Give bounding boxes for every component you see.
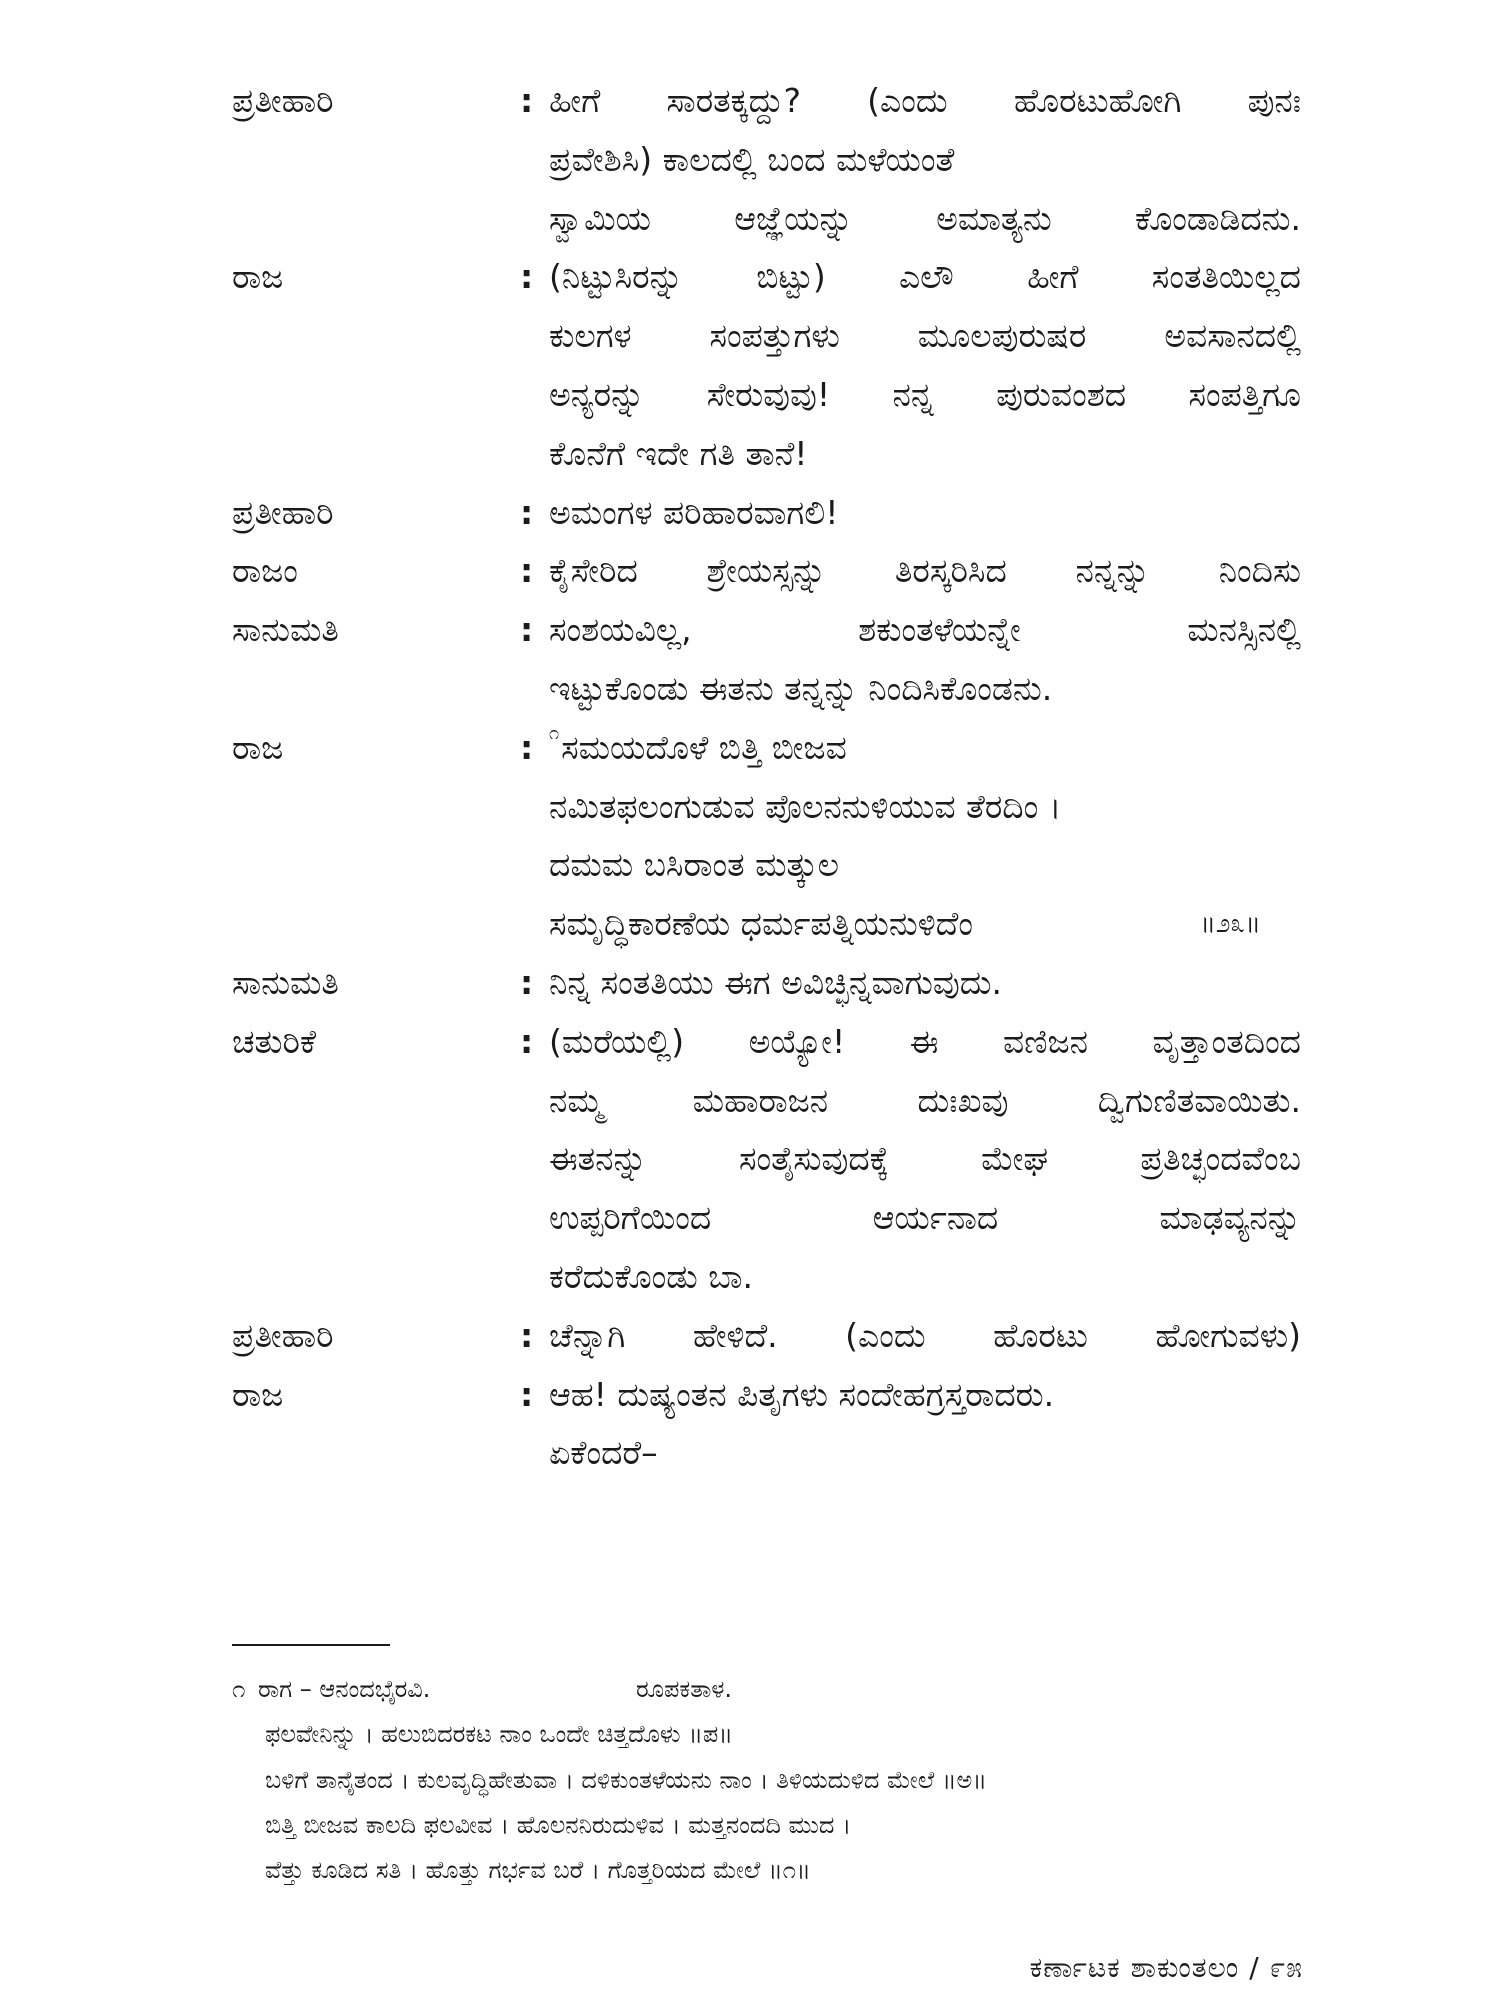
footnote-heading [232,1667,1292,1712]
dialogue-text [549,1013,1301,1307]
dialogue-line: ಅನ್ಯರನ್ನು ಸೇರುವುವು! ನನ್ನ ಪುರುವಂಶದ ಸಂಪತ್ತಿಗೂ [549,374,1301,414]
dialogue-entry [232,248,1304,483]
dialogue-text [549,601,1301,719]
verse-number: ॥೨೩॥ [1200,909,1261,940]
dialogue-line: ಚೆನ್ನಾಗಿ ಹೇಳಿದೆ. (ಎಂದು ಹೊರಟು ಹೋಗುವಳು) [549,1315,1301,1355]
dialogue-line: ಪ್ರವೇಶಿಸಿ) ಕಾಲದಲ್ಲಿ ಬಂದ ಮಳೆಯಂತೆ [549,139,955,179]
speaker-name: ಪ್ರತೀಹಾರಿ [232,492,334,532]
dialogue-entry [232,1366,1304,1484]
verse-line: ನಮಿತಫಲಂಗುಡುವ ಪೊಲನನುಳಿಯುವ ತೆರದಿಂ । [549,786,1062,826]
dialogue-line: ಈತನನ್ನು ಸಂತೈಸುವುದಕ್ಕೆ ಮೇಘ ಪ್ರತಿಚ್ಛಂದವೆಂಬ [549,1139,1301,1179]
speaker-name: ರಾಜ [232,727,284,767]
dialogue-line: ಏಕೆಂದರೆ– [549,1433,658,1473]
dialogue-entry [232,1307,1304,1366]
verse-line-text: ಸಮಯದೊಳೆ ಬಿತ್ತಿ ಬೀಜವ [561,727,847,767]
dialogue-line: ಕುಲಗಳ ಸಂಪತ್ತುಗಳು ಮೂಲಪುರುಷರ ಅವಸಾನದಲ್ಲಿ [549,316,1301,356]
speaker-name: ಚತುರಿಕೆ [232,1021,317,1061]
footnote-line: ಬಿತ್ತಿ ಬೀಜವ ಕಾಲದಿ ಫಲವೀವ । ಹೊಲನನಿರುದುಳಿವ । ಮತ್ತನಂದದಿ ಮುದ । [265,1810,852,1839]
dialogue-entry [232,719,1304,954]
speaker-name: ಸಾನುಮತಿ [232,610,339,650]
footnote-line: ಫಲವೇನಿನ್ನು । ಹಲುಬಿದರಕಟ ನಾಂ ಒಂದೇ ಚಿತ್ತದೊಳು ॥ಪ॥ [265,1720,733,1749]
footnote-tala: ರೂಪಕತಾಳ. [636,1675,733,1703]
book-title: ಕರ್ಣಾಟಕ ಶಾಕುಂತಲಂ [1029,1951,1240,1984]
dialogue-entry [232,954,1304,1013]
speaker-name: ಸಾನುಮತಿ [232,962,339,1002]
page-number: ೯೫ [1269,1951,1303,1984]
dialogue-text [549,542,1301,601]
verse-line: ದಮಮ ಬಸಿರಾಂತ ಮತ್ಕುಲ [549,845,840,885]
speaker-colon: : [520,727,534,767]
page-footer [1030,1948,1303,1988]
dialogue-line: ಸಂಶಯವಿಲ್ಲ, ಶಕುಂತಳೆಯನ್ನೇ ಮನಸ್ಸಿನಲ್ಲಿ [549,610,1301,650]
dialogue-line: ಅಮಂಗಳ ಪರಿಹಾರವಾಗಲಿ! [549,492,839,532]
speaker-name: ರಾಜ [232,257,284,297]
footnote-divider [232,1644,390,1646]
dialogue-entry [232,484,1304,543]
speaker-name: ರಾಜಂ [232,551,298,591]
dialogue-text [549,1366,1301,1484]
footnote-line: ಬಳಿಗೆ ತಾನೈತಂದ । ಕುಲವೃದ್ಧಿಹೇತುವಾ । ದಳಿಕುಂತಳೆಯನು ನಾಂ । ತಿಳಿಯದುಳಿದ ಮೇಲೆ ॥ಅ॥ [265,1765,987,1794]
dialogue-line: ನಿನ್ನ ಸಂತತಿಯು ಈಗ ಅವಿಚ್ಛಿನ್ನವಾಗುವುದು. [549,962,1003,1002]
footnote-marker: ೧ [549,722,560,744]
verse-text-block [549,719,1301,954]
dialogue-line: (ಮರೆಯಲ್ಲಿ) ಅಯ್ಯೋ! ಈ ವಣಿಜನ ವೃತ್ತಾಂತದಿಂದ [549,1021,1301,1061]
speaker-colon: : [520,1315,534,1355]
dialogue-entry [232,542,1304,601]
footnote-raga: ರಾಗ – ಆನಂದಭೈರವಿ. [258,1675,431,1703]
dialogue-entry [232,1013,1304,1307]
footnote [232,1667,1292,1893]
dialogue-text [549,248,1301,483]
speaker-colon: : [520,551,534,591]
dialogue-text [549,1307,1301,1366]
speaker-colon: : [520,1374,534,1414]
verse-line [549,719,1301,778]
dialogue-line: ಕೈಸೇರಿದ ಶ್ರೇಯಸ್ಸನ್ನು ತಿರಸ್ಕರಿಸಿದ ನನ್ನನ್ನು ನಿಂದಿಸು [549,551,1301,591]
dialogue-line: ಸ್ವಾಮಿಯ ಆಜ್ಞೆಯನ್ನು ಅಮಾತ್ಯನು ಕೊಂಡಾಡಿದನು. [549,198,1301,238]
dialogue-line: (ನಿಟ್ಟುಸಿರನ್ನು ಬಿಟ್ಟು) ಎಲೌ ಹೀಗೆ ಸಂತತಿಯಿಲ್ಲದ [549,257,1301,297]
speaker-colon: : [520,962,534,1002]
dialogue-line: ನಮ್ಮ ಮಹಾರಾಜನ ದುಃಖವು ದ್ವಿಗುಣಿತವಾಯಿತು. [549,1080,1301,1120]
dialogue-block [232,72,1304,1483]
footer-separator: / [1249,1951,1260,1984]
dialogue-line: ಹೀಗೆ ಸಾರತಕ್ಕದ್ದು? (ಎಂದು ಹೊರಟುಹೋಗಿ ಪುನಃ [549,81,1301,120]
footnote-line: ವೆತ್ತು ಕೂಡಿದ ಸತಿ । ಹೊತ್ತು ಗರ್ಭವ ಬರೆ । ಗೊತ್ತರಿಯದ ಮೇಲೆ ॥೧॥ [265,1856,811,1885]
verse-line-text: ಸಮೃದ್ಧಿಕಾರಣೆಯ ಧರ್ಮಪತ್ನಿಯನುಳಿದೆಂ [549,904,973,944]
speaker-name: ಪ್ರತೀಹಾರಿ [232,81,334,120]
dialogue-text [549,954,1301,1013]
verse-line [549,895,1301,954]
speaker-colon: : [520,257,534,297]
dialogue-line: ಆಹ! ದುಷ್ಯಂತನ ಪಿತೃಗಳು ಸಂದೇಹಗ್ರಸ್ತರಾದರು. [549,1374,1055,1414]
dialogue-line: ಕೊನೆಗೆ ಇದೇ ಗತಿ ತಾನೆ! [549,433,808,473]
speaker-name: ರಾಜ [232,1374,284,1414]
footnote-number: ೧ [232,1675,246,1703]
speaker-colon: : [520,492,534,532]
speaker-colon: : [520,610,534,650]
dialogue-entry [232,601,1304,719]
dialogue-entry [232,72,1304,248]
dialogue-line: ಉಪ್ಪರಿಗೆಯಿಂದ ಆರ್ಯನಾದ ಮಾಢವ್ಯನನ್ನು [549,1198,1301,1238]
speaker-name: ಪ್ರತೀಹಾರಿ [232,1315,334,1355]
dialogue-line: ಕರೆದುಕೊಂಡು ಬಾ. [549,1256,753,1296]
dialogue-line: ಇಟ್ಟುಕೊಂಡು ಈತನು ತನ್ನನ್ನು ನಿಂದಿಸಿಕೊಂಡನು. [549,668,1053,708]
dialogue-text [549,484,1301,543]
speaker-colon: : [520,1021,534,1061]
speaker-colon: : [520,81,534,120]
dialogue-text [549,72,1301,248]
